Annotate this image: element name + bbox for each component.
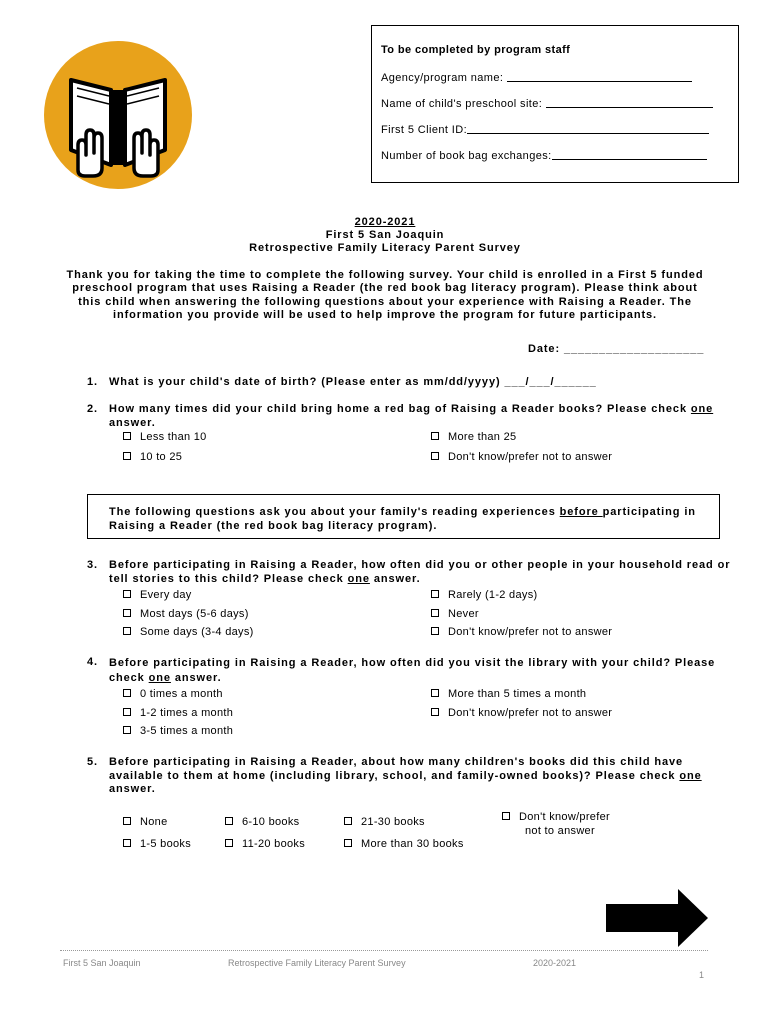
q2-option-10-to-25[interactable]: 10 to 25 — [123, 451, 182, 463]
q2-option-dont-know[interactable]: Don't know/prefer not to answer — [431, 451, 612, 463]
q5-option-none[interactable]: None — [123, 816, 168, 828]
checkbox-icon — [123, 708, 131, 716]
checkbox-icon — [123, 432, 131, 440]
q5-option-11-20[interactable]: 11-20 books — [225, 838, 305, 850]
intro-line-1: Thank you for taking the time to complete the following survey. Your child is enrolled in a First 5 funded — [66, 269, 704, 281]
checkbox-icon — [225, 839, 233, 847]
q4-option-dont-know[interactable]: Don't know/prefer not to answer — [431, 707, 612, 719]
q3-option-some-days[interactable]: Some days (3-4 days) — [123, 626, 254, 638]
book-reader-icon — [43, 40, 193, 190]
q3-option-never[interactable]: Never — [431, 608, 479, 620]
checkbox-icon — [431, 590, 439, 598]
agency-input-line[interactable] — [507, 81, 692, 82]
q4-option-1-2-times[interactable]: 1-2 times a month — [123, 707, 233, 719]
q3-option-dont-know[interactable]: Don't know/prefer not to answer — [431, 626, 612, 638]
checkbox-icon — [431, 432, 439, 440]
question-2: 2. How many times did your child bring home a red bag of Raising a Reader books? Please check one answer. — [87, 403, 714, 429]
checkbox-icon — [123, 839, 131, 847]
checkbox-icon — [123, 726, 131, 734]
title-year: 2020-2021 — [354, 216, 416, 228]
q4-option-0-times[interactable]: 0 times a month — [123, 688, 223, 700]
footer-year: 2020-2021 — [533, 958, 577, 968]
checkbox-icon — [123, 817, 131, 825]
q3-option-most-days[interactable]: Most days (5-6 days) — [123, 608, 249, 620]
info-box: The following questions ask you about your family's reading experiences before participating in Raising a Reader (the red book bag literacy program). — [87, 494, 720, 539]
checkbox-icon — [123, 627, 131, 635]
client-id-input-line[interactable] — [467, 133, 709, 134]
question-3: 3. Before participating in Raising a Reader, how often did you or other people in your household read or tell stories to this child? Please check one answer. — [87, 559, 731, 585]
checkbox-icon — [431, 689, 439, 697]
checkbox-icon — [431, 627, 439, 635]
q5-option-dont-know[interactable]: Don't know/prefer not to answer — [502, 810, 610, 838]
title-org: First 5 San Joaquin — [325, 229, 445, 241]
question-4: 4. Before participating in Raising a Reader, how often did you visit the library with your child? Please check one answer. — [87, 656, 716, 684]
agency-field[interactable]: Agency/program name: — [381, 72, 692, 84]
checkbox-icon — [225, 817, 233, 825]
checkbox-icon — [123, 609, 131, 617]
q5-option-6-10[interactable]: 6-10 books — [225, 816, 299, 828]
q2-option-more-than-25[interactable]: More than 25 — [431, 431, 516, 443]
checkbox-icon — [123, 452, 131, 460]
client-id-field[interactable]: First 5 Client ID: — [381, 124, 709, 136]
q3-option-rarely[interactable]: Rarely (1-2 days) — [431, 589, 537, 601]
checkbox-icon — [344, 839, 352, 847]
intro-line-2: preschool program that uses Raising a Reader (the red book bag literacy program). Please think about — [72, 282, 698, 294]
q4-option-3-5-times[interactable]: 3-5 times a month — [123, 725, 233, 737]
checkbox-icon — [431, 609, 439, 617]
checkbox-icon — [431, 452, 439, 460]
checkbox-icon — [344, 817, 352, 825]
question-5: 5. Before participating in Raising a Reader, about how many children's books did this child have available to them at home (including library, school, and family-owned books)? Please check one answer. — [87, 756, 702, 795]
next-page-arrow[interactable] — [606, 889, 710, 947]
staff-box — [371, 25, 739, 183]
preschool-input-line[interactable] — [546, 107, 713, 108]
question-1: 1. What is your child's date of birth? (Please enter as mm/dd/yyyy) ___/___/______ — [87, 376, 597, 388]
page-number: 1 — [699, 970, 705, 980]
staff-box-heading: To be completed by program staff — [381, 44, 571, 56]
footer-title: Retrospective Family Literacy Parent Survey — [228, 958, 406, 968]
checkbox-icon — [123, 689, 131, 697]
intro-line-4: information you provide will be used to help improve the program for future participants. — [113, 309, 657, 321]
exchanges-field[interactable]: Number of book bag exchanges: — [381, 150, 707, 162]
q3-option-every-day[interactable]: Every day — [123, 589, 192, 601]
date-field[interactable]: Date: ____________________ — [528, 343, 705, 355]
q2-option-less-than-10[interactable]: Less than 10 — [123, 431, 207, 443]
preschool-field[interactable]: Name of child's preschool site: — [381, 98, 713, 110]
footer-org: First 5 San Joaquin — [63, 958, 141, 968]
intro-line-3: this child when answering the following questions about your experience with Raising a Reader. The — [78, 296, 692, 308]
q5-option-1-5[interactable]: 1-5 books — [123, 838, 191, 850]
arrow-right-icon — [606, 889, 710, 947]
q5-option-more-than-30[interactable]: More than 30 books — [344, 838, 464, 850]
logo — [43, 40, 193, 190]
checkbox-icon — [502, 812, 510, 820]
question-1-text[interactable]: What is your child's date of birth? (Please enter as mm/dd/yyyy) ___/___/______ — [109, 376, 597, 388]
checkbox-icon — [431, 708, 439, 716]
footer-divider — [60, 950, 708, 951]
exchanges-input-line[interactable] — [552, 159, 707, 160]
page-title: Retrospective Family Literacy Parent Survey — [249, 242, 521, 254]
checkbox-icon — [123, 590, 131, 598]
q4-option-more-than-5[interactable]: More than 5 times a month — [431, 688, 586, 700]
q5-option-21-30[interactable]: 21-30 books — [344, 816, 425, 828]
